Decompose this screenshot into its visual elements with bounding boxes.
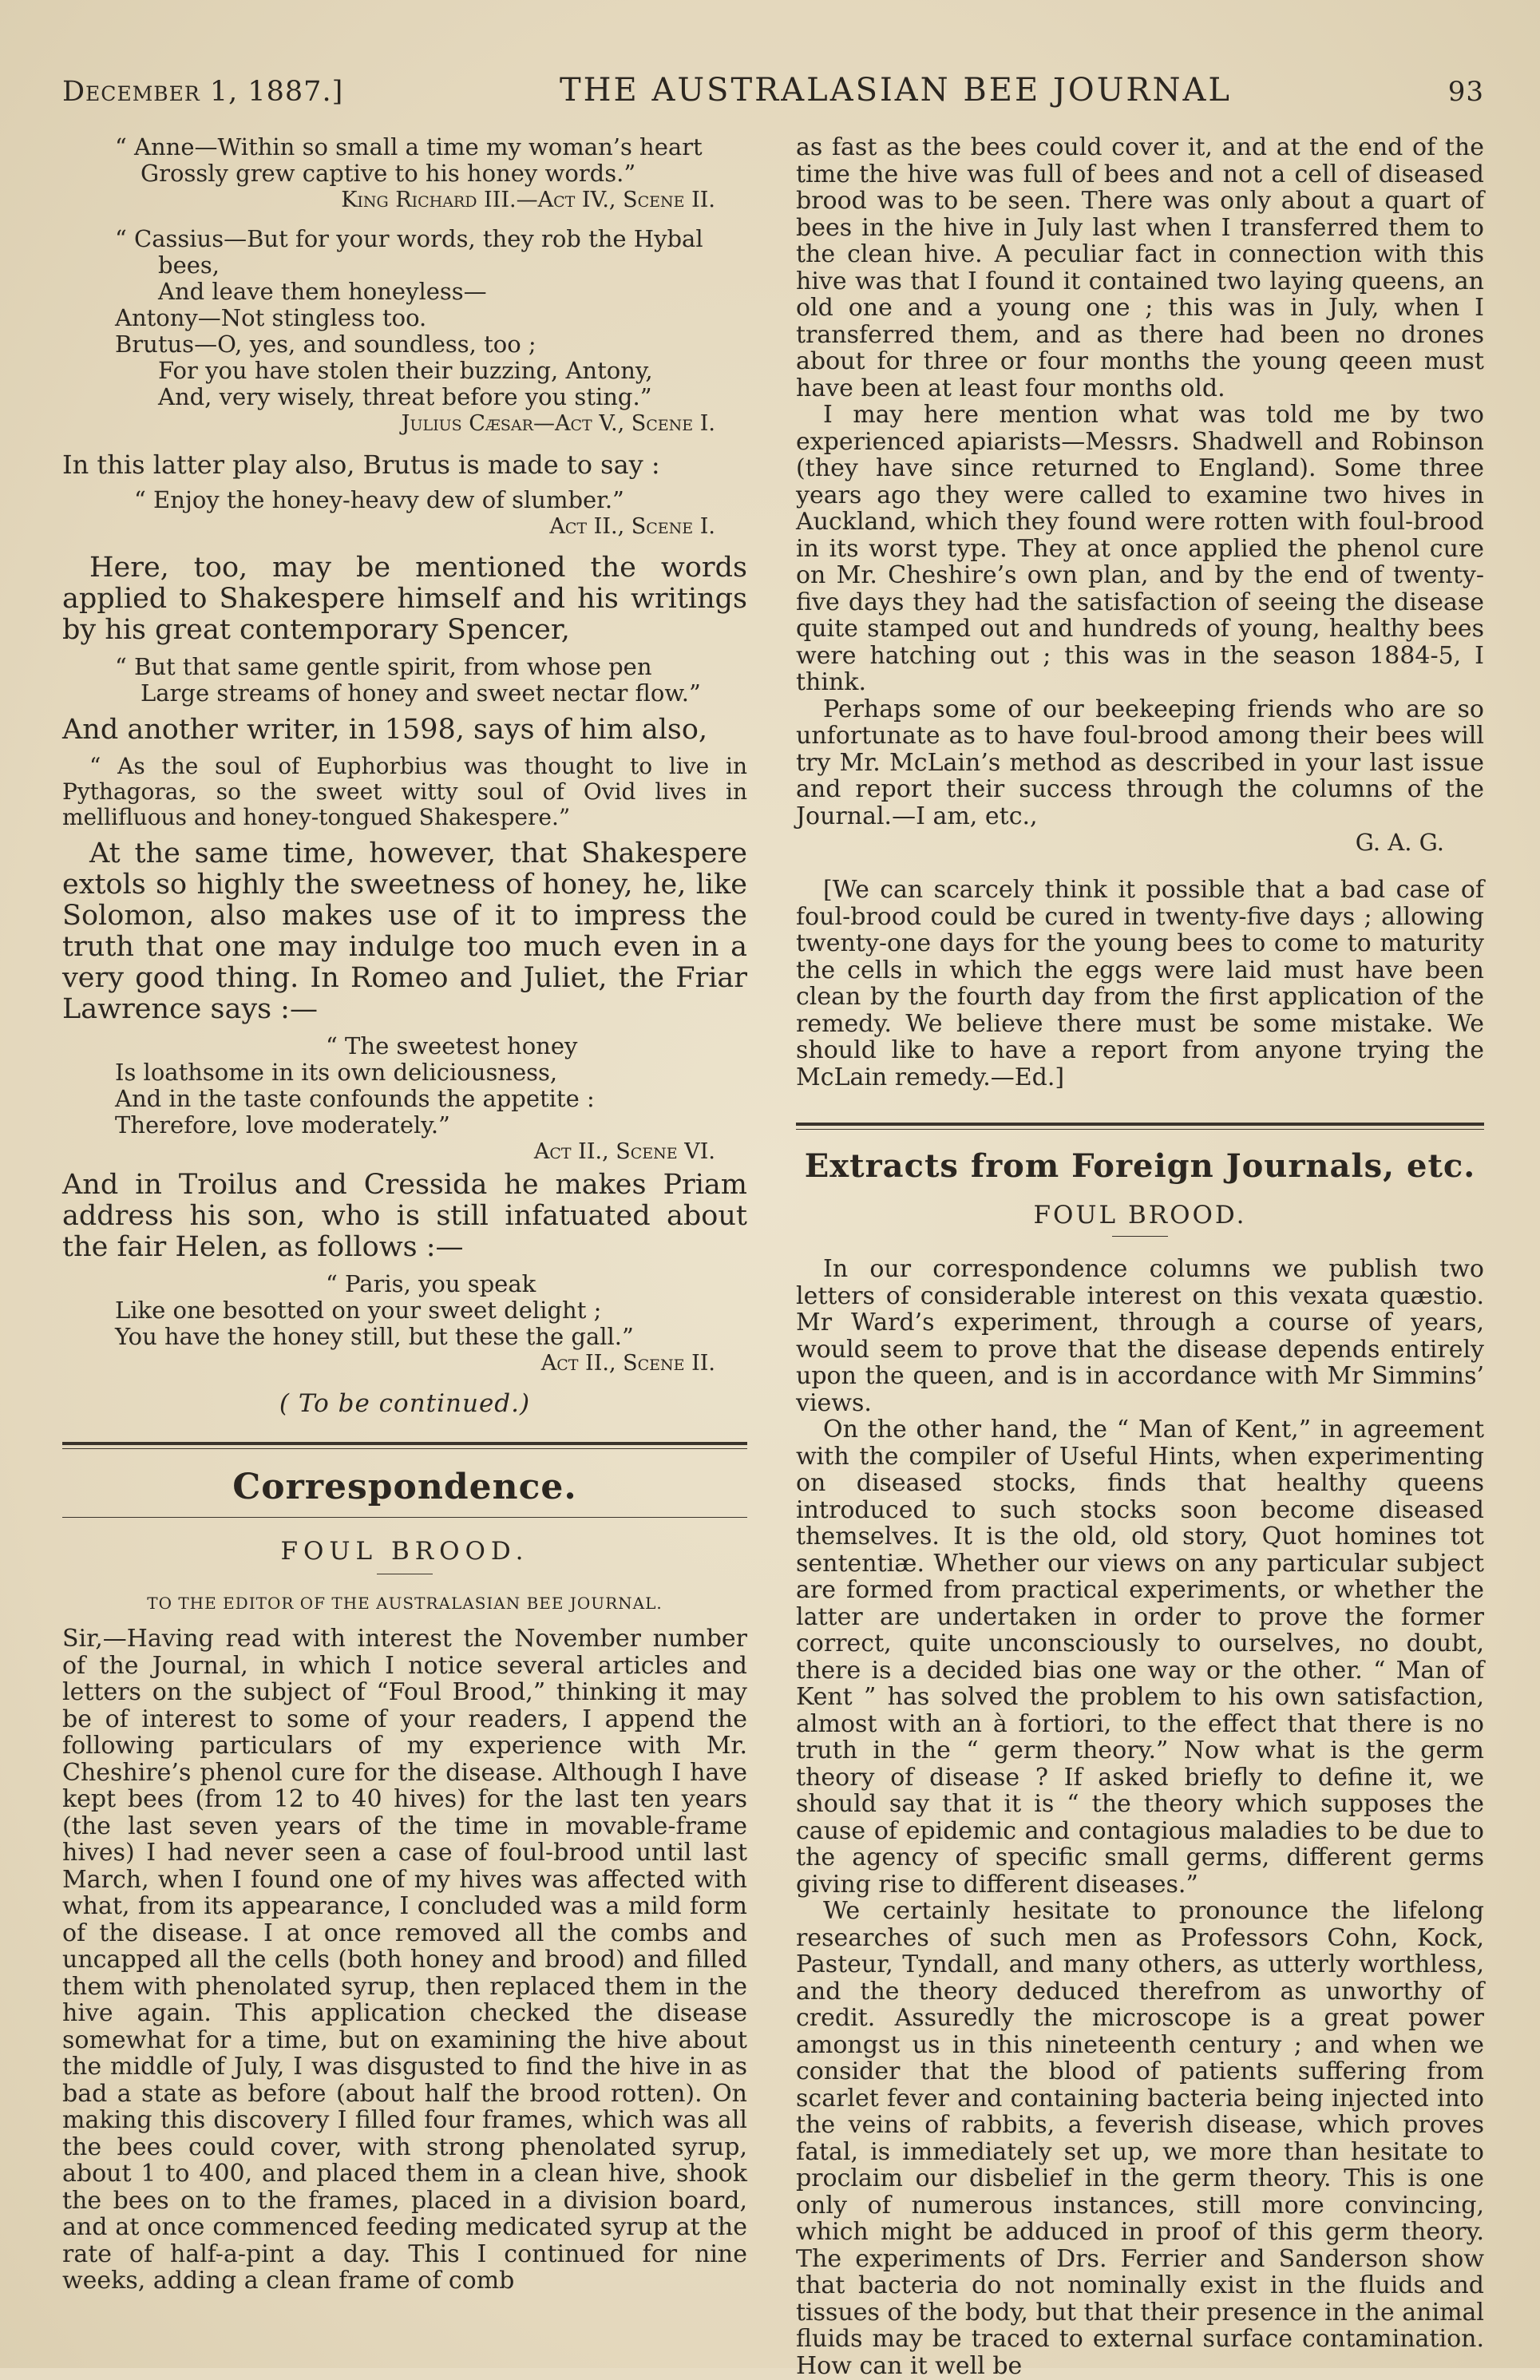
quote-citation: Act II., Scene II. (540, 1351, 715, 1376)
article-paragraph: We certainly hesitate to pronounce the lifelong researches of such men as Professors Cohn, Kock, Pasteur, Tyndall, and many others, as utterly worthless, and the theory deduced therefrom as unworthy of credit. Assuredly the microscope is a great power amongst us in this nineteenth century ; and when we consider that the blood of patients suffering from scarlet fever and containing bacteria being injected into the veins of rabbits, a feverish disease, which proves fatal, is immediately set up, we more than hesitate to proclaim our disbelief in the germ theory. This is one only of numerous instances, still more convincing, which might be adduced in proof of this germ theory. The experiments of Drs. Ferrier and Sanderson show that bacteria do not nominally exist in the fluids and tissues of the body, but that their presence in the animal fluids may be traced to external surface contamination. How can it well be (796, 1897, 1484, 2380)
quote-line: “ Anne—Within so small a time my woman’s heart (115, 133, 703, 160)
letter-continuation: as fast as the bees could cover it, and at the end of the time the hive was full of bees and not a cell of diseased brood was to be seen. There was only about a quart of bees in the hive in July last when I transferred them to the clean hive. A peculiar fact in connection with this hive was that I found it contained two laying queens, an old one and a young one ; this was in July, when I transferred them, and as there had been no drones about for three or four months the young qeeen must have been at least four months old. (796, 133, 1484, 402)
quote-line: Antony—Not stingless too. (115, 304, 427, 331)
quote-line: And leave them honeyless— (158, 278, 487, 305)
letter-paragraph: I may here mention what was told me by two experienced apiarists—Messrs. Shadwell and Robinson (they have since returned to England). Some three years ago they were called to examine two hives in Auckland, which they found were rotten with foul-brood in its worst type. They at once applied the phenol cure on Mr. Cheshire’s own plan, and by the end of twenty-five days they had the satisfaction of seeing the disease quite stamped out and hundreds of young, healthy bees were hatching out ; this was in the season 1884-5, I think. (796, 401, 1484, 696)
section-title-extracts: Extracts from Foreign Journals, etc. (804, 1147, 1476, 1185)
body-paragraph: At the same time, however, that Shakespere extols so highly the sweetness of honey, he, like Solomon, also makes use of it to impress the truth that one may indulge too much even in a very good thing. In Romeo and Juliet, the Friar Lawrence says :— (62, 838, 747, 1025)
body-paragraph: Here, too, may be mentioned the words applied to Shakespere himself and his writings by his great contemporary Spencer, (62, 552, 747, 646)
quote-line: Grossly grew captive to his honey words.” (141, 160, 636, 187)
quote-citation: Julius Cæsar—Act V., Scene I. (401, 411, 715, 436)
editor-note: [We can scarcely think it possible that a bad case of foul-brood could be cured in twenty-five days ; allowing twenty-one days for the young bees to come to maturity the cells in which the eggs were laid must have been clean by the fourth day from the first application of the remedy. We believe there must be some mistake. We should like to have a report from anyone trying the McLain remedy.—Ed.] (796, 876, 1484, 1091)
quote-line: “ Cassius—But for your words, they rob the Hybal (115, 225, 703, 252)
quote-citation: King Richard III.—Act IV., Scene II. (341, 188, 715, 212)
quote-line: bees, (158, 251, 220, 279)
left-column (62, 134, 747, 2379)
body-paragraph: And another writer, in 1598, says of him also, (62, 714, 708, 746)
body-paragraph: And in Troilus and Cressida he makes Priam address his son, who is still infatuated about the fair Helen, as follows :— (62, 1169, 747, 1263)
quote-line: For you have stolen their buzzing, Antony, (158, 357, 653, 384)
quote-line: And in the taste confounds the appetite : (115, 1085, 595, 1112)
two-column-body (62, 134, 1484, 2379)
section-divider (62, 1442, 747, 1449)
page-number: 93 (1447, 76, 1484, 108)
quote-line: Brutus—O, yes, and soundless, too ; (115, 331, 536, 358)
short-rule (1112, 1236, 1168, 1237)
letter-addressee: TO THE EDITOR OF THE AUSTRALASIAN BEE JOURNAL. (147, 1594, 663, 1613)
quote-citation: Act II., Scene VI. (533, 1139, 715, 1164)
section-divider (796, 1123, 1484, 1130)
article-heading: FOUL BROOD. (280, 1537, 529, 1566)
issue-date: December 1, 1887.] (62, 76, 344, 108)
article-heading: FOUL BROOD. (1033, 1201, 1247, 1230)
to-be-continued: ( To be continued.) (279, 1389, 531, 1418)
prose-quote: “ As the soul of Euphorbius was thought to live in Pythagoras, so the sweet witty soul of Ovid lives in mellifluous and honey-tongued Shakespere.” (62, 753, 747, 830)
quote-line: Large streams of honey and sweet nectar flow.” (141, 679, 701, 707)
page-header (62, 72, 1484, 109)
quote-line: You have the honey still, but these the gall.” (115, 1323, 634, 1350)
letter-paragraph: Perhaps some of our beekeeping friends who are so unfortunate as to have foul-brood among their bees will try Mr. McLain’s method as described in your last issue and report their success through the columns of the Journal.—I am, etc., (796, 695, 1484, 830)
quote-line: “ Paris, you speak (326, 1270, 536, 1297)
quote-line: Like one besotted on your sweet delight ; (115, 1297, 602, 1324)
article-paragraph: On the other hand, the “ Man of Kent,” in agreement with the compiler of Useful Hints, when experimenting on diseased stocks, finds that healthy queens introduced to such stocks soon become diseased themselves. It is the old, old story, Quot homines tot sententiæ. Whether our views on any particular subject are formed from practical experiments, or whether the latter are undertaken in order to prove the former correct, quite unconsciously to ourselves, no doubt, there is a decided bias one way or the other. “ Man of Kent ” has solved the problem to his own satisfaction, almost with an à fortiori, to the effect that there is no truth in the “ germ theory.” Now what is the germ theory of disease ? If asked briefly to define it, we should say that it is “ the theory which supposes the cause of epidemic and contagious maladies to be due to the agency of specific small germs, different germs giving rise to different diseases.” (796, 1416, 1484, 1899)
quote-line: Therefore, love moderately.” (115, 1111, 450, 1139)
section-divider (62, 1517, 747, 1518)
journal-title: THE AUSTRALASIAN BEE JOURNAL (559, 72, 1232, 109)
quote-line: Is loathsome in its own deliciousness, (115, 1059, 558, 1086)
quote-line: “ The sweetest honey (326, 1032, 578, 1059)
quote-line: And, very wisely, threat before you sting.” (158, 383, 652, 410)
quote-citation: Act II., Scene I. (549, 514, 715, 539)
letter-body: Sir,—Having read with interest the November number of the Journal, in which I notice several articles and letters on the subject of “Foul Brood,” thinking it may be of interest to some of your readers, I append the following particulars of my experience with Mr. Cheshire’s phenol cure for the disease. Although I have kept bees (from 12 to 40 hives) for the last ten years (the last seven years of the time in movable-frame hives) I had never seen a case of foul-brood until last March, when I found one of my hives was affected with what, from its appearance, I concluded was a mild form of the disease. I at once removed all the combs and uncapped all the cells (both honey and brood) and filled them with phenolated syrup, then replaced them in the hive again. This application checked the disease somewhat for a time, but on examining the hive about the middle of July, I was disgusted to find the hive in as bad a state as before (about half the brood rotten). On making this discovery I filled four frames, which was all the bees could cover, with strong phenolated syrup, about 1 to 400, and placed them in a clean hive, shook the bees on to the frames, placed in a division board, and at once commenced feeding medicated syrup at the rate of half-a-pint a day. This I continued for nine weeks, adding a clean frame of comb (62, 1625, 747, 2295)
body-paragraph: In this latter play also, Brutus is made to say : (62, 449, 660, 480)
letter-signature: G. A. G. (1355, 829, 1444, 856)
section-title-correspondence: Correspondence. (232, 1467, 577, 1507)
quote-line: “ Enjoy the honey-heavy dew of slumber.” (134, 486, 624, 513)
right-column (796, 134, 1484, 2379)
article-paragraph: In our correspondence columns we publish two letters of considerable interest on this vexata quæstio. Mr Ward’s experiment, through a course of years, would seem to prove that the disease depends entirely upon the queen, and is in accordance with Mr Simmins’ views. (796, 1255, 1484, 1417)
quote-line: “ But that same gentle spirit, from whose pen (115, 653, 652, 680)
